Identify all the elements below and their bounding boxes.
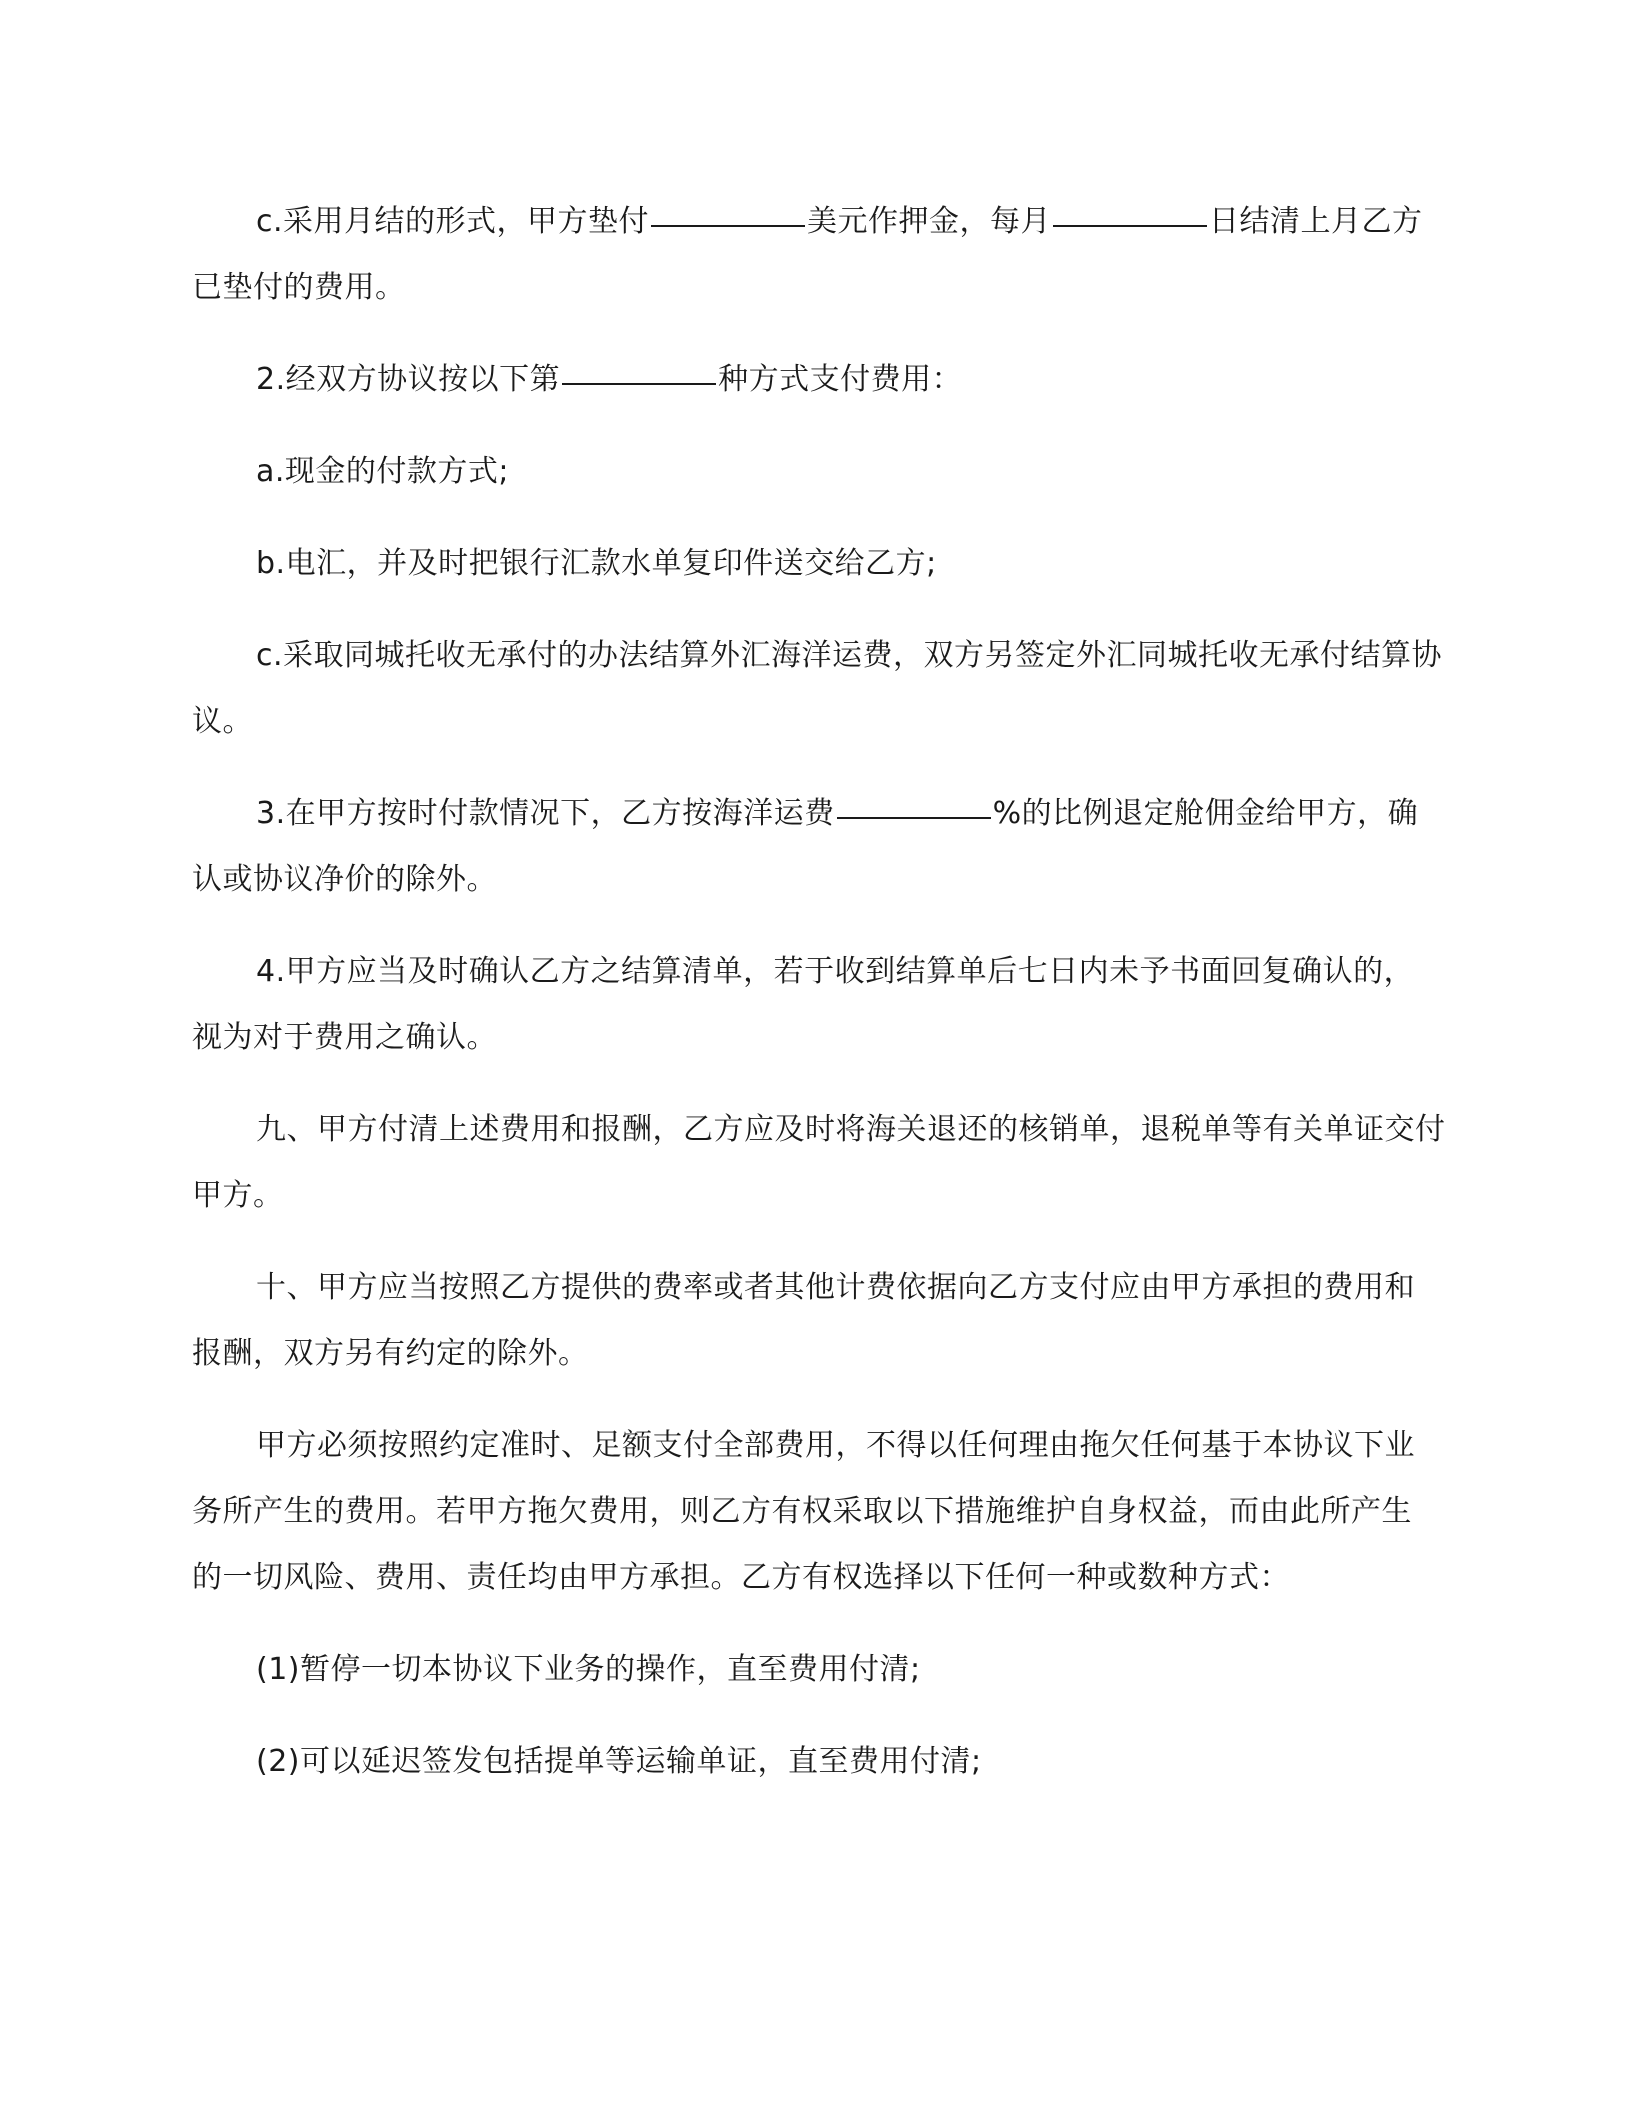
paragraph-commission-refund (192, 781, 1444, 913)
paragraph-text: 4.甲方应当及时确认乙方之结算清单，若于收到结算单后七日内未予书面回复确认的，视为对于费用之确认。 (192, 954, 1415, 1055)
paragraph-text: c.采取同城托收无承付的办法结算外汇海洋运费，双方另签定外汇同城托收无承付结算协议。 (192, 638, 1443, 739)
fill-blank-settlement-day (1053, 195, 1207, 227)
paragraph-wire-transfer (192, 531, 1464, 597)
paragraph-cash-payment (192, 439, 1464, 505)
paragraph-text: %的比例退定舱佣金给甲方，确认或协议净价的除外。 (192, 796, 1419, 897)
fill-blank-method-number (562, 353, 716, 385)
paragraph-text: 美元作押金，每月 (807, 204, 1052, 239)
fill-blank-deposit-amount (651, 195, 805, 227)
paragraph-text: 3.在甲方按时付款情况下，乙方按海洋运费 (256, 796, 835, 831)
paragraph-clause-nine (192, 1097, 1464, 1229)
paragraph-measure-two (192, 1729, 1464, 1795)
paragraph-text: 日结清上月乙方已垫付的费用。 (192, 204, 1423, 305)
paragraph-text: a.现金的付款方式; (256, 454, 510, 489)
paragraph-collection-settlement (192, 623, 1464, 755)
paragraph-payment-method-choice (192, 347, 1444, 413)
paragraph-measure-one (192, 1637, 1420, 1703)
paragraph-text: 2.经双方协议按以下第 (256, 362, 561, 397)
paragraph-statement-confirmation (192, 939, 1444, 1071)
paragraph-clause-ten (192, 1255, 1420, 1387)
paragraph-text: 种方式支付费用： (718, 362, 963, 397)
paragraph-monthly-settlement (192, 189, 1444, 321)
fill-blank-commission-percent (837, 787, 991, 819)
paragraph-text: 甲方必须按照约定准时、足额支付全部费用，不得以任何理由拖欠任何基于本协议下业务所产生的费用。若甲方拖欠费用，则乙方有权采取以下措施维护自身权益，而由此所产生的一切风险、费用、责任均由甲方承担。乙方有权选择以下任何一种或数种方式： (192, 1428, 1415, 1595)
paragraph-text: (2)可以延迟签发包括提单等运输单证，直至费用付清; (256, 1744, 982, 1779)
paragraph-text: c.采用月结的形式，甲方垫付 (256, 204, 650, 239)
paragraph-payment-obligation (192, 1413, 1420, 1611)
document-body (192, 189, 1464, 1821)
paragraph-text: (1)暂停一切本协议下业务的操作，直至费用付清; (256, 1652, 921, 1687)
paragraph-text: 十、甲方应当按照乙方提供的费率或者其他计费依据向乙方支付应由甲方承担的费用和报酬，双方另有约定的除外。 (192, 1270, 1415, 1371)
paragraph-text: b.电汇，并及时把银行汇款水单复印件送交给乙方; (256, 546, 937, 581)
paragraph-text: 九、甲方付清上述费用和报酬，乙方应及时将海关退还的核销单，退税单等有关单证交付甲方。 (192, 1112, 1446, 1213)
